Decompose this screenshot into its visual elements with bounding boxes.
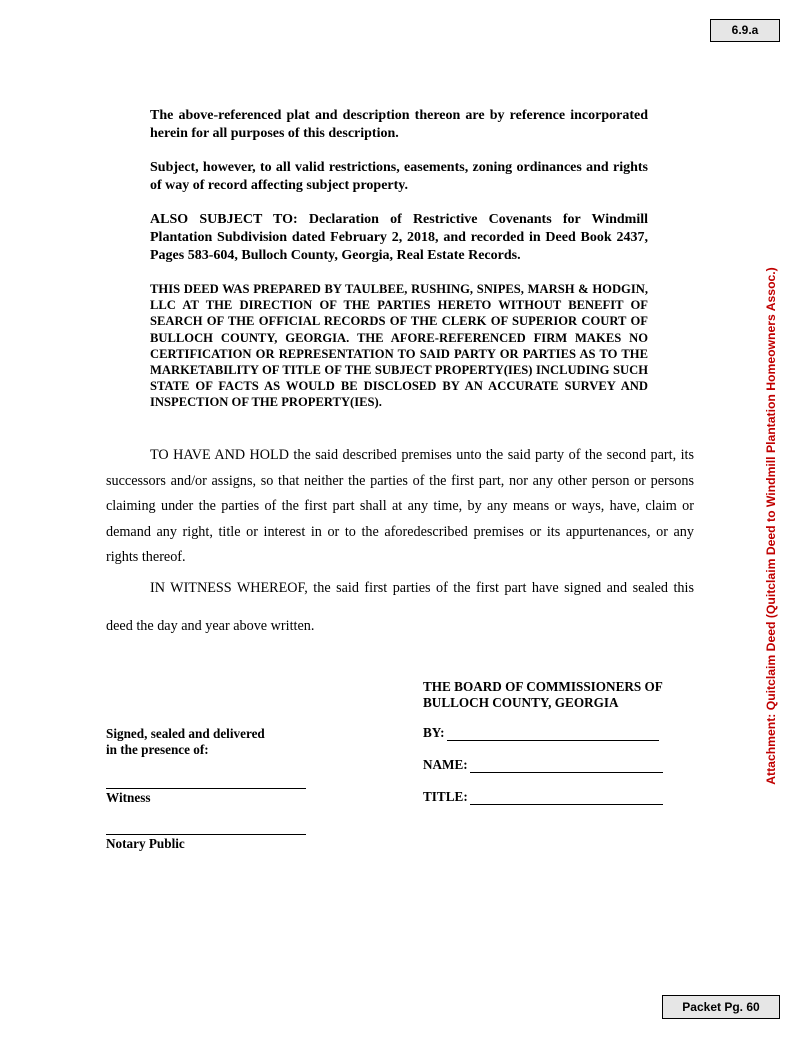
- name-signature-field: [423, 757, 663, 773]
- plat-reference-paragraph: The above-referenced plat and description thereon are by reference incorporated herein for all purposes of this description.: [150, 108, 648, 141]
- also-subject-to-paragraph: ALSO SUBJECT TO: Declaration of Restrictive Covenants for Windmill Plantation Subdivision dated February 2, 2018, and recorded in Deed Book 2437, Pages 583-604, Bulloch County, Georgia, Real Estate Records.: [150, 212, 648, 263]
- grantor-block: [423, 679, 703, 711]
- packet-page-tag: Packet Pg. 60: [662, 995, 780, 1019]
- grantor-line-2: BULLOCH COUNTY, GEORGIA: [423, 695, 619, 710]
- title-label: TITLE:: [423, 789, 468, 804]
- grantor-line-1: THE BOARD OF COMMISSIONERS OF: [423, 679, 663, 694]
- name-signature-line: [470, 759, 663, 773]
- signed-line-1: Signed, sealed and delivered: [106, 726, 265, 741]
- signed-sealed-block: [106, 726, 366, 758]
- by-signature-field: [423, 725, 659, 741]
- by-signature-line: [447, 727, 659, 741]
- title-signature-field: [423, 789, 663, 805]
- witness-signature-line: [106, 788, 306, 789]
- attachment-sidebar-label: Attachment: Quitclaim Deed (Quitclaim Deed to Windmill Plantation Homeowners Assoc.): [764, 267, 778, 785]
- item-number-tag: 6.9.a: [710, 19, 780, 42]
- habendum-paragraph: TO HAVE AND HOLD the said described premises unto the said party of the second part, its successors and/or assigns, so that neither the parties of the first part, nor any other person or persons claiming under the parties of the first part shall at any time, by any means or ways, have, claim or demand any right, title or interest in or to the aforedescribed premises or its appurtenances, or any rights thereof.: [106, 447, 694, 565]
- witness-label: Witness: [106, 790, 151, 805]
- subject-to-paragraph: Subject, however, to all valid restrictions, easements, zoning ordinances and rights of way of record affecting subject property.: [150, 160, 648, 193]
- in-witness-paragraph: IN WITNESS WHEREOF, the said first parties of the first part have signed and sealed this deed the day and year above written.: [106, 580, 694, 634]
- notary-public-label: Notary Public: [106, 836, 185, 851]
- title-signature-line: [470, 791, 663, 805]
- notary-signature-line: [106, 834, 306, 835]
- signed-line-2: in the presence of:: [106, 742, 209, 757]
- by-label: BY:: [423, 725, 445, 740]
- name-label: NAME:: [423, 757, 468, 772]
- prepared-by-disclaimer: THIS DEED WAS PREPARED BY TAULBEE, RUSHING, SNIPES, MARSH & HODGIN, LLC AT THE DIRECTION OF THE PARTIES HERETO WITHOUT BENEFIT OF SEARCH OF THE OFFICIAL RECORDS OF THE CLERK OF SUPERIOR COURT OF BULLOCH COUNTY, GEORGIA. THE AFORE-REFERENCED FIRM MAKES NO CERTIFICATION OR REPRESENTATION TO SAID PARTY OR PARTIES AS TO THE MARKETABILITY OF TITLE OF THE SUBJECT PROPERTY(IES) INCLUDING SUCH STATE OF FACTS AS WOULD BE DISCLOSED BY AN ACCURATE SURVEY AND INSPECTION OF THE PROPERTY(IES).: [150, 282, 648, 410]
